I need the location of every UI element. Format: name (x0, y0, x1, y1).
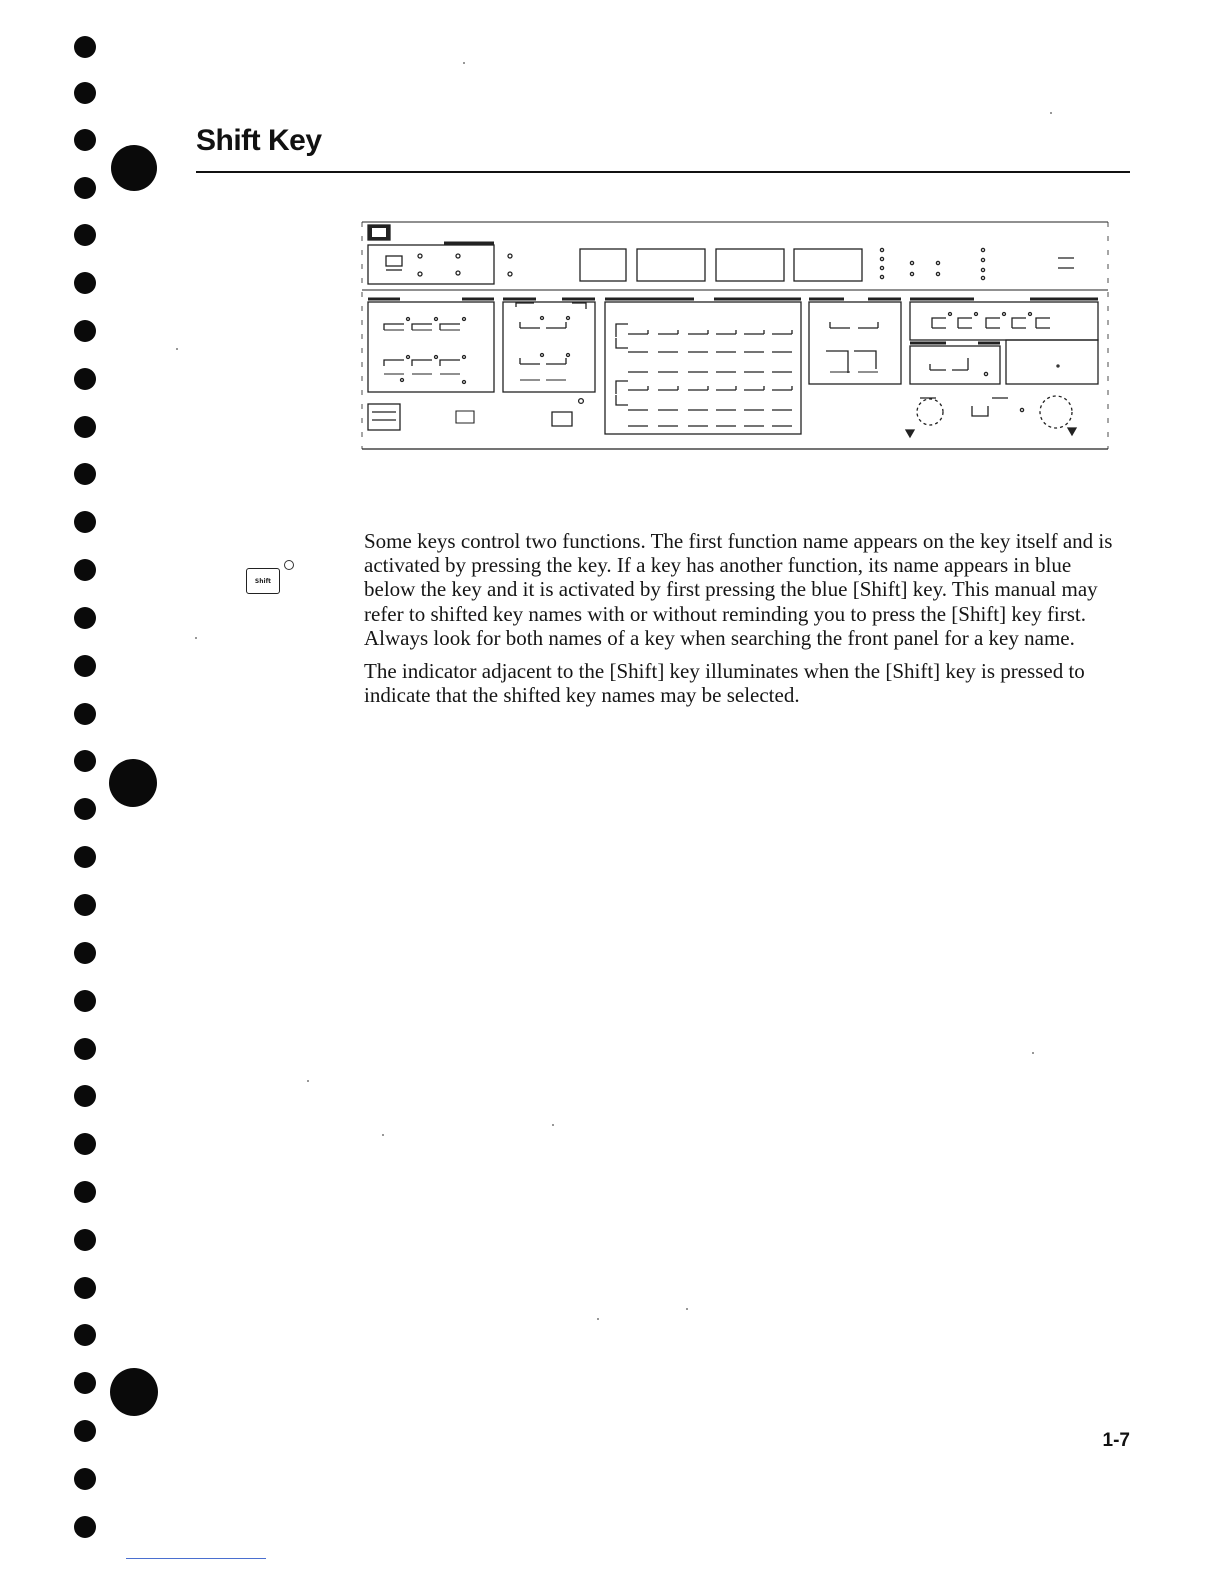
scan-speck (195, 637, 197, 639)
binder-hole (74, 1516, 96, 1538)
binder-hole (74, 36, 96, 58)
shift-key-label: Shift (254, 577, 272, 585)
binder-hole-large (110, 1368, 158, 1416)
footer-rule (126, 1558, 266, 1559)
binder-hole (74, 655, 96, 677)
binder-hole (74, 1468, 96, 1490)
scan-speck (552, 1124, 554, 1126)
binder-hole (74, 177, 96, 199)
binder-hole (74, 416, 96, 438)
binder-hole (74, 463, 96, 485)
binder-hole (74, 1038, 96, 1060)
binder-hole (74, 942, 96, 964)
binder-hole (74, 272, 96, 294)
binder-hole (74, 129, 96, 151)
binder-hole (74, 511, 96, 533)
scan-speck (597, 1318, 599, 1320)
shift-key (246, 568, 280, 594)
paragraph-shift-indicator: The indicator adjacent to the [Shift] key illuminates when the [Shift] key is pressed to indicate that the shifted key names may be selected. (364, 659, 1085, 708)
page-number: 1-7 (1102, 1430, 1130, 1451)
scan-speck (176, 348, 178, 350)
scan-speck (307, 1080, 309, 1082)
shift-indicator-led (284, 560, 294, 570)
front-panel-diagram (360, 218, 1110, 452)
binder-hole (74, 1229, 96, 1251)
binder-hole (74, 559, 96, 581)
page-title: Shift Key (196, 124, 322, 157)
binder-hole (74, 82, 96, 104)
binder-hole (74, 1133, 96, 1155)
binder-hole (74, 798, 96, 820)
scan-speck (1050, 112, 1052, 114)
scan-speck (382, 1134, 384, 1136)
binder-hole (74, 1181, 96, 1203)
hp-logo-icon (368, 225, 390, 240)
binder-hole (74, 703, 96, 725)
body-text (364, 529, 1124, 716)
binder-hole-large (111, 145, 157, 191)
binder-hole-large (109, 759, 157, 807)
binder-hole (74, 846, 96, 868)
binder-hole (74, 368, 96, 390)
title-rule (196, 171, 1130, 173)
scan-speck (686, 1308, 688, 1310)
binder-hole (74, 990, 96, 1012)
binder-hole (74, 1085, 96, 1107)
binder-hole (74, 1372, 96, 1394)
binder-hole (74, 320, 96, 342)
binder-hole (74, 894, 96, 916)
shift-key-icon (244, 560, 300, 600)
binder-hole (74, 1420, 96, 1442)
binder-hole (74, 1277, 96, 1299)
binder-holes (0, 0, 170, 1584)
binder-hole (74, 750, 96, 772)
scan-speck (463, 62, 465, 64)
paragraph-shift-functions: Some keys control two functions. The first function name appears on the key itself and is activated by pressing the key. If a key has another function, its name appears in blue below the key and it is activated by first pressing the blue [Shift] key. This manual may refer to shifted key names with or without reminding you to press the [Shift] key first. Always look for both names of a key when searching the front panel for a key name. (364, 529, 1113, 650)
binder-hole (74, 1324, 96, 1346)
scan-speck (1032, 1052, 1034, 1054)
binder-hole (74, 607, 96, 629)
binder-hole (74, 224, 96, 246)
